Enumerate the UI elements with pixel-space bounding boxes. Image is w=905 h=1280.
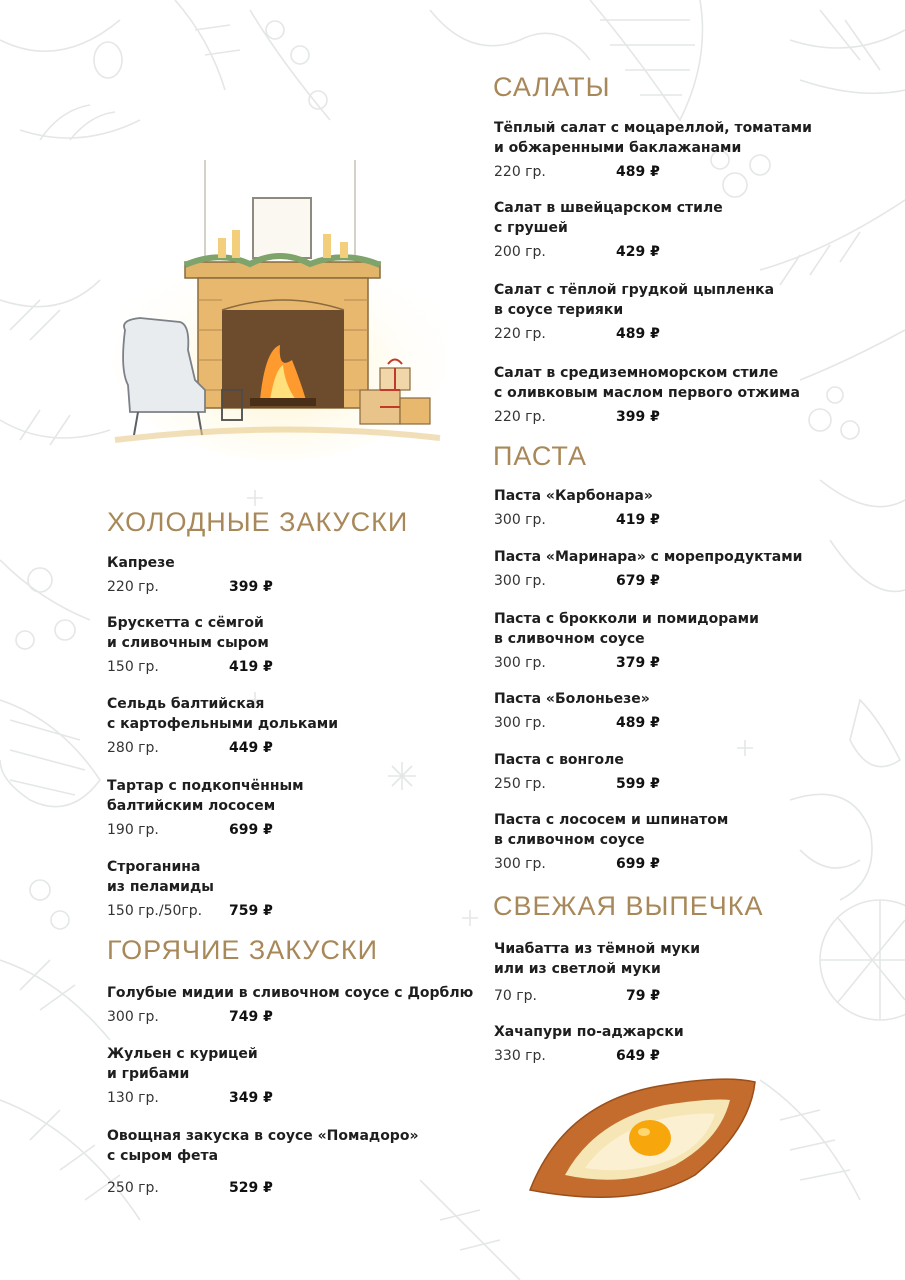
item-weight: 150 гр./50гр.	[107, 903, 203, 919]
menu-item	[494, 1022, 834, 1066]
item-name: Паста «Карбонара»	[494, 488, 653, 504]
section-title-pasta: ПАСТА	[493, 441, 588, 471]
item-price: 699 ₽	[616, 856, 660, 872]
item-price: 449 ₽	[229, 740, 273, 756]
item-price: 649 ₽	[616, 1048, 660, 1064]
item-name: Паста с брокколи и помидорами в сливочном соусе	[494, 611, 759, 647]
item-weight: 300 гр.	[494, 856, 546, 872]
item-name: Строганина из пеламиды	[107, 859, 214, 895]
section-title-salads: САЛАТЫ	[493, 72, 611, 102]
item-name: Паста с вонголе	[494, 752, 624, 768]
menu-item	[494, 118, 834, 182]
item-price: 759 ₽	[229, 903, 273, 919]
menu-item	[107, 1126, 447, 1198]
menu-item	[494, 547, 834, 591]
item-price: 489 ₽	[616, 326, 660, 342]
item-name: Паста «Маринара» с морепродуктами	[494, 549, 803, 565]
section-title-fresh-bakery: СВЕЖАЯ ВЫПЕЧКА	[493, 891, 764, 921]
menu-item	[494, 280, 834, 344]
item-weight: 220 гр.	[494, 409, 546, 425]
menu-item	[107, 613, 447, 677]
item-price: 419 ₽	[229, 659, 273, 675]
item-name: Салат в швейцарском стиле с грушей	[494, 200, 723, 236]
menu-item	[107, 694, 447, 758]
fireplace-illustration	[110, 150, 450, 460]
item-weight: 220 гр.	[107, 579, 159, 595]
item-price: 599 ₽	[616, 776, 660, 792]
item-name: Хачапури по-аджарски	[494, 1024, 684, 1040]
item-price: 489 ₽	[616, 164, 660, 180]
item-name: Тёплый салат с моцареллой, томатами и обжаренными баклажанами	[494, 120, 812, 156]
item-name: Капрезе	[107, 555, 175, 571]
item-name: Салат с тёплой грудкой цыпленка в соусе терияки	[494, 282, 775, 318]
item-weight: 190 гр.	[107, 822, 159, 838]
item-weight: 330 гр.	[494, 1048, 546, 1064]
menu-item	[107, 983, 474, 1027]
item-name: Сельдь балтийская с картофельными дольками	[107, 696, 339, 732]
menu-item	[494, 689, 834, 733]
item-price: 489 ₽	[616, 715, 660, 731]
menu-item	[494, 198, 834, 262]
menu-item	[494, 486, 834, 530]
item-name: Чиабатта из тёмной муки или из светлой муки	[494, 941, 701, 977]
item-price: 699 ₽	[229, 822, 273, 838]
item-weight: 200 гр.	[494, 244, 546, 260]
item-price: 379 ₽	[616, 655, 660, 671]
menu-item	[494, 363, 834, 427]
menu-item	[107, 776, 447, 840]
item-price: 419 ₽	[616, 512, 660, 528]
menu-item	[494, 810, 834, 874]
item-name: Жульен с курицей и грибами	[107, 1046, 258, 1082]
item-name: Голубые мидии в сливочном соусе с Дорблю	[107, 985, 474, 1001]
menu-item	[107, 553, 447, 597]
item-weight: 300 гр.	[494, 655, 546, 671]
item-weight: 300 гр.	[494, 573, 546, 589]
item-weight: 150 гр.	[107, 659, 159, 675]
item-name: Паста «Болоньезе»	[494, 691, 650, 707]
item-weight: 300 гр.	[494, 512, 546, 528]
item-name: Тартар с подкопчённым балтийским лососем	[107, 778, 304, 814]
khachapuri-illustration	[525, 1070, 760, 1210]
item-name: Брускетта с сёмгой и сливочным сыром	[107, 615, 269, 651]
item-price: 529 ₽	[229, 1180, 273, 1196]
menu-item	[107, 857, 447, 921]
item-price: 349 ₽	[229, 1090, 273, 1106]
item-weight: 220 гр.	[494, 326, 546, 342]
item-price: 399 ₽	[229, 579, 273, 595]
section-title-hot-appetizers: ГОРЯЧИЕ ЗАКУСКИ	[107, 935, 379, 965]
item-weight: 130 гр.	[107, 1090, 159, 1106]
item-weight: 250 гр.	[107, 1180, 159, 1196]
item-name: Паста с лососем и шпинатом в сливочном соусе	[494, 812, 729, 848]
item-weight: 220 гр.	[494, 164, 546, 180]
item-name: Овощная закуска в соусе «Помадоро» с сыром фета	[107, 1128, 419, 1164]
item-weight: 300 гр.	[107, 1009, 159, 1025]
item-name: Салат в средиземноморском стиле с оливковым маслом первого отжима	[494, 365, 800, 401]
item-price: 749 ₽	[229, 1009, 273, 1025]
menu-item	[494, 750, 834, 794]
item-weight: 280 гр.	[107, 740, 159, 756]
section-title-cold-appetizers: ХОЛОДНЫЕ ЗАКУСКИ	[107, 507, 409, 537]
item-price: 399 ₽	[616, 409, 660, 425]
menu-item	[107, 1044, 447, 1108]
menu-item	[494, 939, 834, 1006]
item-weight: 300 гр.	[494, 715, 546, 731]
item-price: 79 ₽	[626, 988, 661, 1004]
item-weight: 70 гр.	[494, 988, 537, 1004]
item-weight: 250 гр.	[494, 776, 546, 792]
item-price: 429 ₽	[616, 244, 660, 260]
item-price: 679 ₽	[616, 573, 660, 589]
menu-item	[494, 609, 834, 673]
